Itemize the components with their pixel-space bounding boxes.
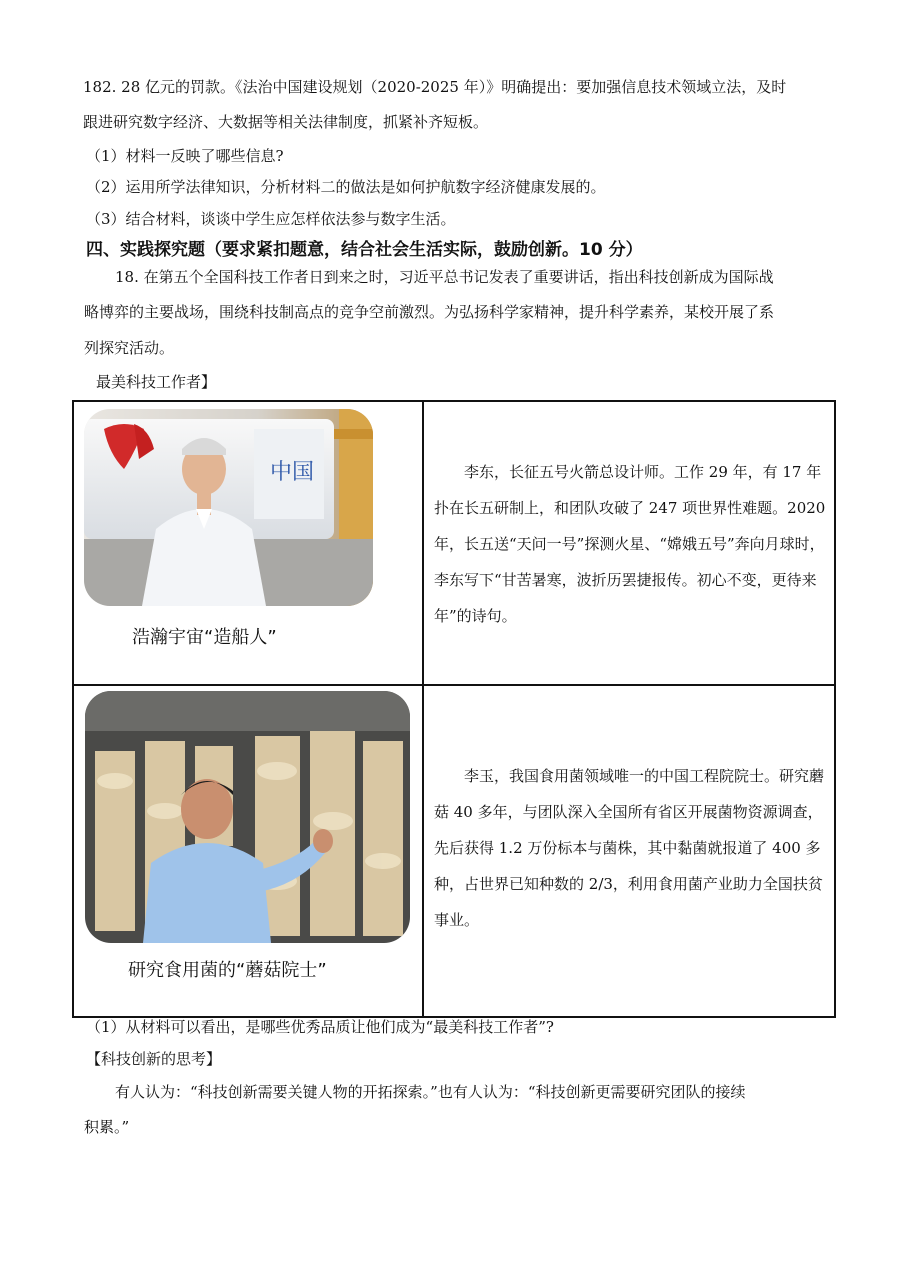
opinion-line-1: 有人认为：“科技创新需要关键人物的开拓探索。”也有人认为：“科技创新更需要研究团队的接续: [115, 1083, 746, 1101]
intro-line-1: 182. 28 亿元的罚款。《法治中国建设规划（2020-2025 年）》明确提出：要加强信息技术领域立法，及时: [83, 78, 787, 96]
subtitle-best-scientists: 最美科技工作者】: [96, 373, 217, 391]
question-17-2: （2）运用所学法律知识，分析材料二的做法是如何护航数字经济健康发展的。: [86, 178, 606, 196]
profile-row: [73, 401, 835, 685]
rocket-designer-description: 李东，长征五号火箭总设计师。工作 29 年，有 17 年扑在长五研制上，和团队攻破了 247 项世界性难题。2020 年，长五送“天问一号”探测火星、“嫦娥五号”奔向月球时，李东写下“甘苦暑寒，波折历罢捷报传。初心不变，更待来年”的诗句。: [434, 463, 826, 625]
mushroom-academician-description: 李玉，我国食用菌领域唯一的中国工程院院士。研究蘑菇 40 多年，与团队深入全国所有省区开展菌物资源调查，先后获得 1.2 万份标本与菌株，其中黏菌就报道了 400 多种，占世界已知种数的 2/3，利用食用菌产业助力全国扶贫事业。: [434, 767, 825, 929]
question-18-line-2: 略博弈的主要战场，围绕科技制高点的竞争空前激烈。为弘扬科学家精神，提升科学素养，某校开展了系: [84, 303, 775, 321]
profile-photo-cell: [73, 401, 423, 685]
subtitle-innovation-thinking: 【科技创新的思考】: [86, 1050, 222, 1068]
rocket-designer-caption: 浩瀚宇宙“造船人”: [132, 627, 277, 648]
mushroom-academician-caption: 研究食用菌的“蘑菇院士”: [128, 960, 327, 981]
question-18-sub-1: （1）从材料可以看出，是哪些优秀品质让他们成为“最美科技工作者”?: [86, 1018, 554, 1036]
intro-line-2: 跟进研究数字经济、大数据等相关法律制度，抓紧补齐短板。: [83, 113, 489, 131]
question-17-1: （1）材料一反映了哪些信息?: [86, 147, 284, 165]
mushroom-academician-photo: [85, 691, 410, 943]
rocket-designer-photo: [84, 409, 373, 606]
profile-photo-cell: [73, 685, 423, 1017]
question-17-3: （3）结合材料，谈谈中学生应怎样依法参与数字生活。: [86, 210, 456, 228]
question-18-line-1: 18. 在第五个全国科技工作者日到来之时，习近平总书记发表了重要讲话，指出科技创新成为国际战: [115, 268, 774, 286]
profiles-table: [72, 400, 836, 1018]
profile-description-cell: [423, 685, 835, 1017]
profile-row: [73, 685, 835, 1017]
svg-text:中国: 中国: [270, 460, 315, 485]
opinion-line-2: 积累。”: [84, 1118, 130, 1136]
question-18-line-3: 列探究活动。: [84, 339, 175, 357]
section-4-heading: 四、实践探究题（要求紧扣题意，结合社会生活实际，鼓励创新。10 分）: [86, 240, 643, 260]
profile-description-cell: [423, 401, 835, 685]
